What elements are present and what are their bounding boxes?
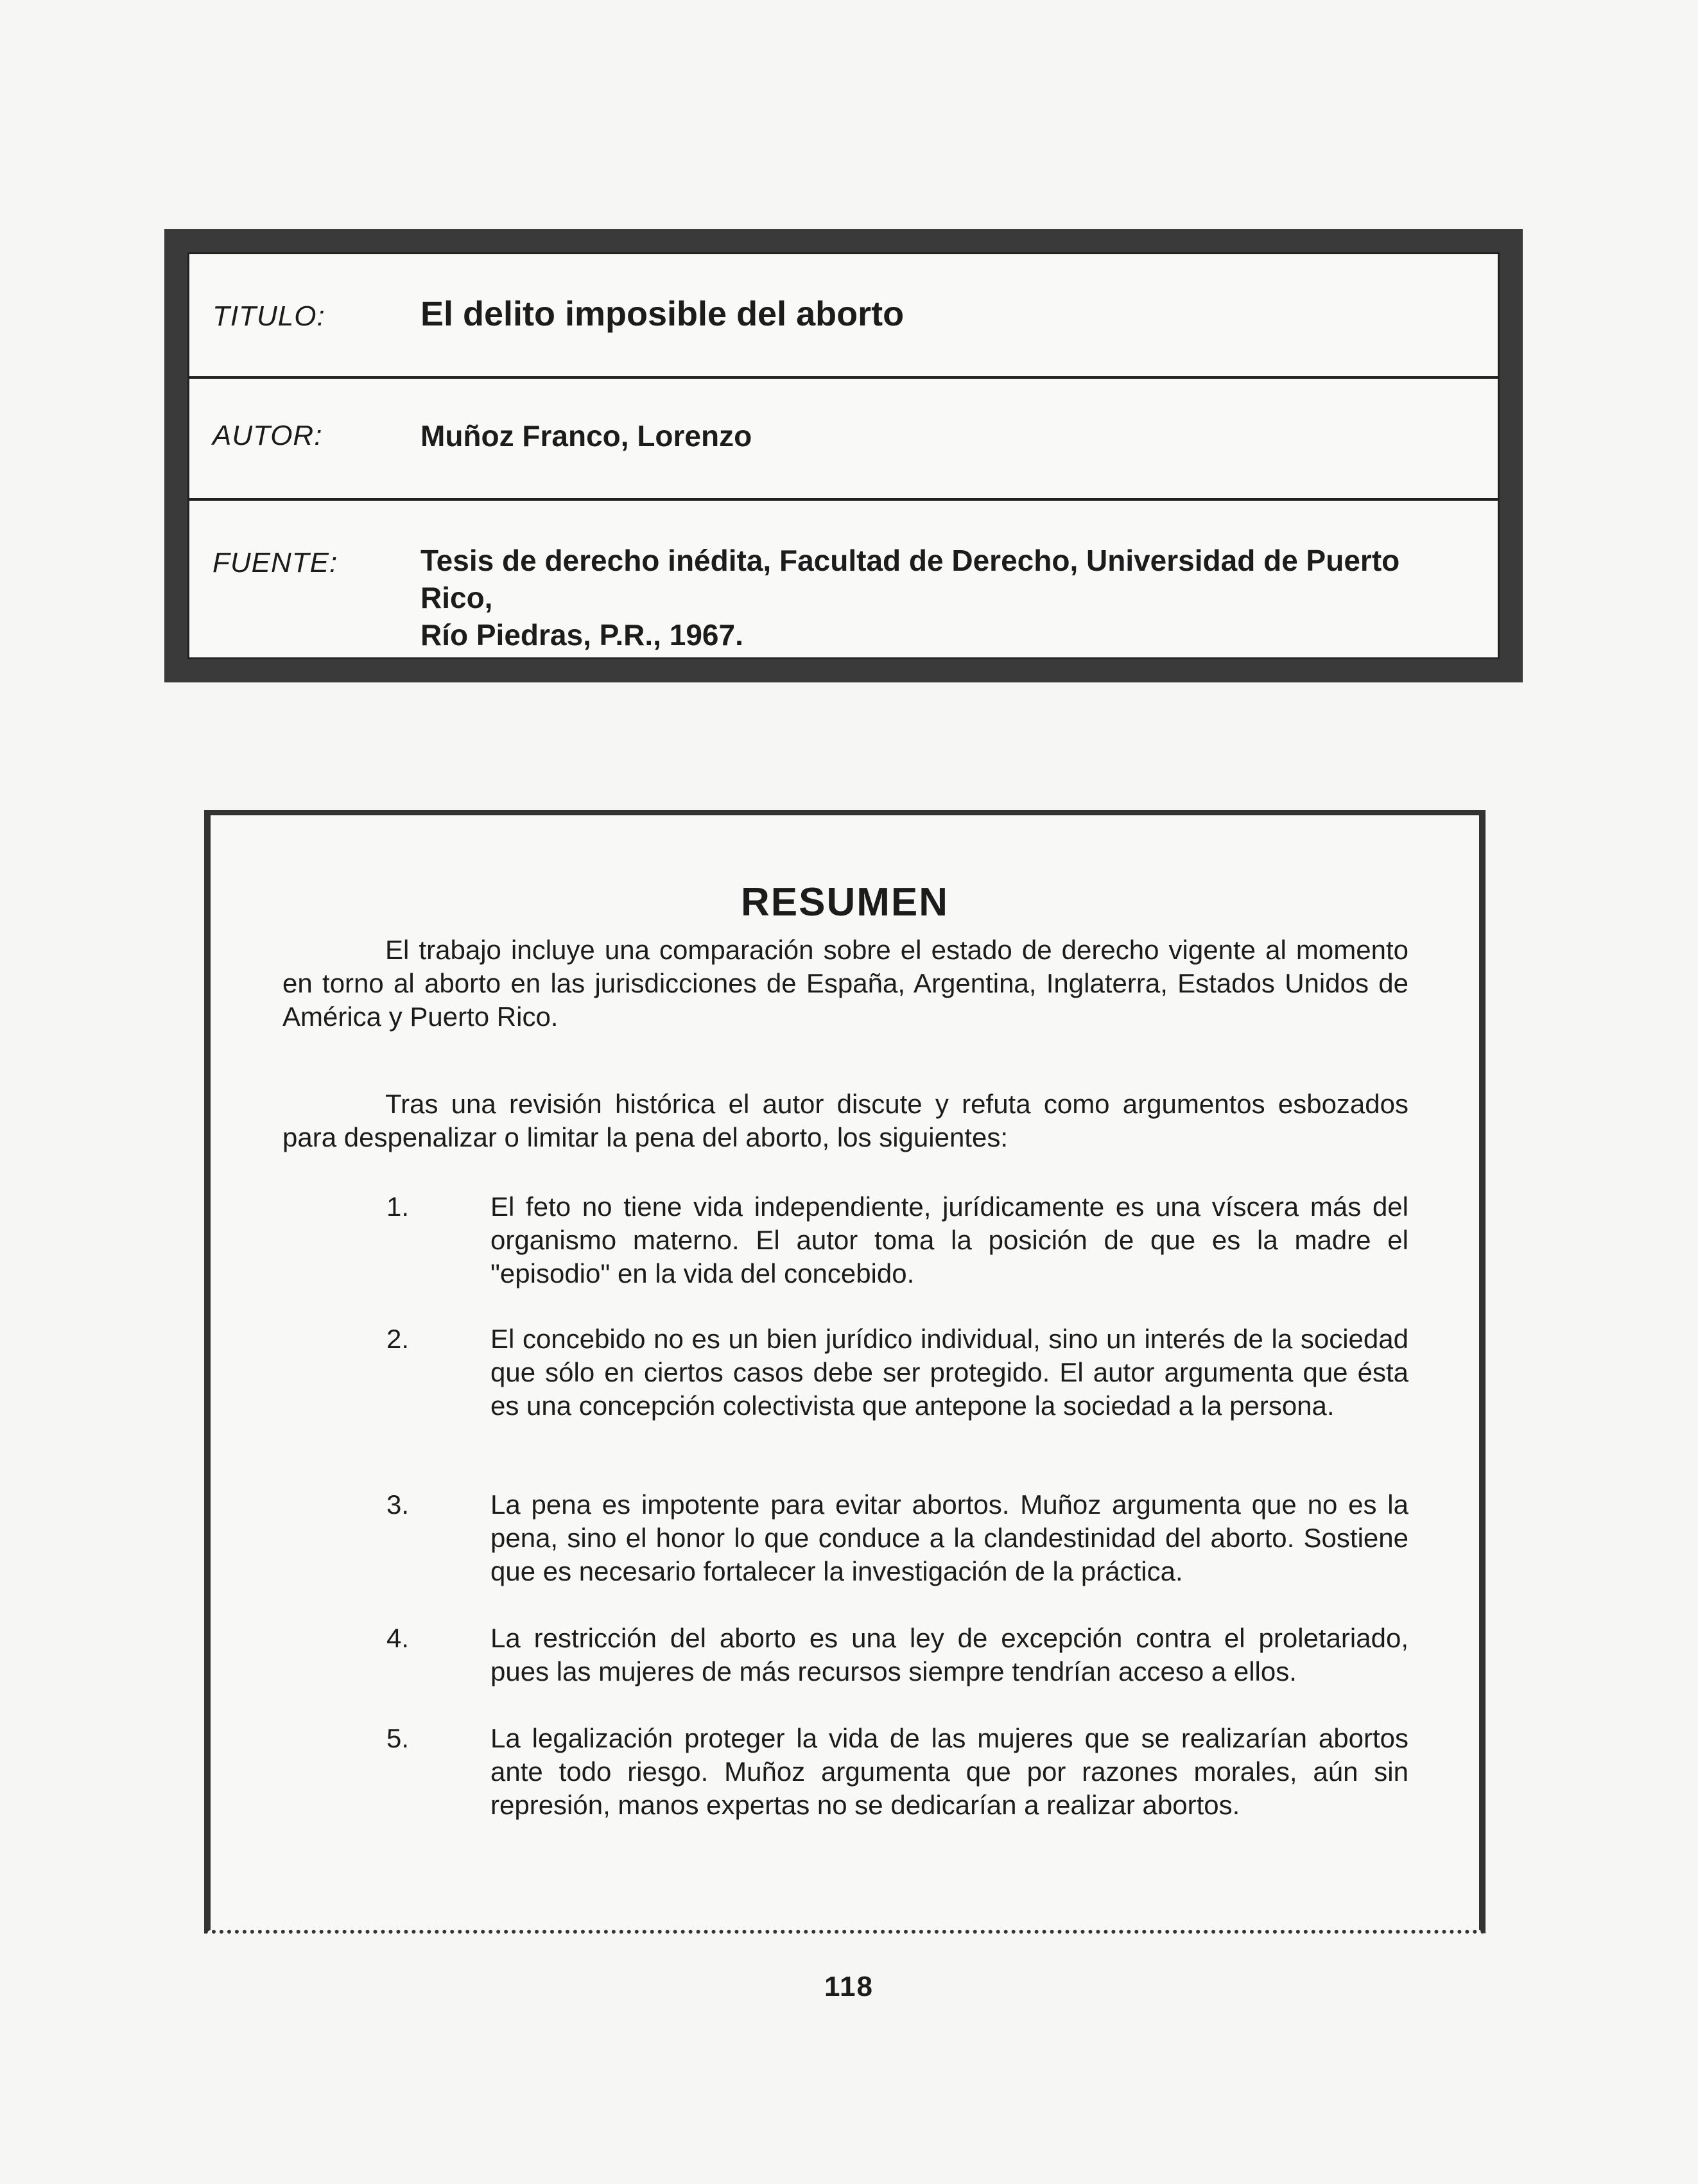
fuente-label: FUENTE: [212, 547, 338, 578]
autor-row [189, 379, 1498, 501]
list-item-number: 3. [386, 1489, 410, 1520]
bibliographic-card-inner [187, 252, 1500, 659]
list-item-number: 2. [386, 1324, 410, 1354]
fuente-value-line-2: Río Piedras, P.R., 1967. [420, 618, 743, 652]
summary-paragraph-2: Tras una revisión histórica el autor discute y refuta como argumentos esbozados para despenalizar o limitar la pena del aborto, los siguientes: [282, 1089, 1408, 1152]
titulo-row [189, 254, 1498, 379]
titulo-value: El delito imposible del aborto [420, 295, 905, 333]
list-item-text: La legalización proteger la vida de las mujeres que se realizarían abortos ante todo riesgo. Muñoz argumenta que por razones morales, aún sin represión, manos expertas no se dedicarían a realizar abortos. [490, 1723, 1408, 1820]
page-number: 118 [824, 1971, 874, 2002]
fuente-value-line-1: Tesis de derecho inédita, Facultad de Derecho, Universidad de Puerto Rico, [420, 544, 1400, 614]
list-item-text: El concebido no es un bien jurídico individual, sino un interés de la sociedad que sólo en ciertos casos debe ser protegido. El autor argumenta que ésta es una concepción colectivista que antepone la sociedad a la persona. [490, 1324, 1408, 1421]
summary-box [204, 810, 1486, 1934]
summary-paragraph-1: El trabajo incluye una comparación sobre el estado de derecho vigente al momento en torno al aborto en las jurisdicciones de España, Argentina, Inglaterra, Estados Unidos de América y Puerto Rico. [282, 935, 1408, 1032]
fuente-row [189, 501, 1498, 655]
summary-title: RESUMEN [740, 880, 949, 924]
list-item-text: El feto no tiene vida independiente, jurídicamente es una víscera más del organismo materno. El autor toma la posición de que es la madre el "episodio" en la vida del concebido. [490, 1192, 1408, 1288]
titulo-label: TITULO: [212, 300, 325, 332]
list-item-text: La restricción del aborto es una ley de excepción contra el proletariado, pues las mujeres de más recursos siempre tendrían acceso a ellos. [490, 1623, 1408, 1686]
bibliographic-card [164, 229, 1523, 682]
autor-value: Muñoz Franco, Lorenzo [420, 419, 752, 453]
autor-label: AUTOR: [212, 420, 323, 451]
list-item-number: 4. [386, 1623, 410, 1653]
fuente-value [420, 542, 1459, 654]
list-item-text: La pena es impotente para evitar abortos. Muñoz argumenta que no es la pena, sino el honor lo que conduce a la clandestinidad del aborto. Sostiene que es necesario fortalecer la investigación de la práctica. [490, 1489, 1408, 1586]
list-item-number: 5. [386, 1723, 410, 1753]
list-item-number: 1. [386, 1192, 410, 1222]
